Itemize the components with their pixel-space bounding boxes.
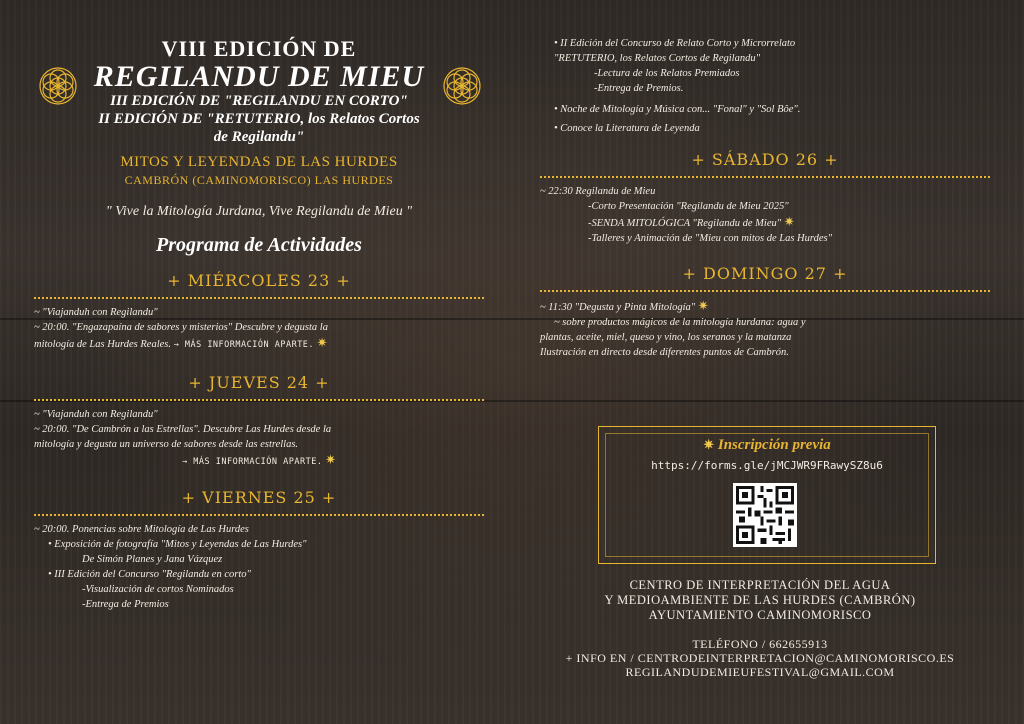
festival-title: REGILANDU DE MIEU bbox=[93, 60, 425, 93]
list-item: mitología y degusta un universo de sabores desde las estrellas. bbox=[34, 439, 299, 450]
list-item: • II Edición del Concurso de Relato Corto y Microrrelato bbox=[554, 38, 796, 49]
list-item: -Entrega de Premios. bbox=[594, 83, 684, 94]
qr-code[interactable] bbox=[733, 483, 797, 547]
list-item: • Conoce la Literatura de Leyenda bbox=[554, 123, 700, 134]
day-title: + MIÉRCOLES 23 + bbox=[167, 271, 351, 290]
list-item: • Exposición de fotografía "Mitos y Leyendas de Las Hurdes" bbox=[48, 539, 307, 550]
divider bbox=[540, 286, 990, 292]
day-title: + DOMINGO 27 + bbox=[682, 264, 848, 283]
info-email[interactable]: + INFO EN / CENTRODEINTERPRETACION@CAMINOMORISCO.ES bbox=[565, 651, 955, 665]
footer-line: CENTRO DE INTERPRETACIÓN DEL AGUA bbox=[629, 578, 891, 592]
list-item: ~ sobre productos mágicos de la mitología hurdana: agua y bbox=[554, 317, 806, 328]
list-item: Ilustración en directo desde diferentes puntos de Cambrón. bbox=[540, 347, 789, 358]
left-panel bbox=[34, 36, 484, 612]
footer-line: Y MEDIOAMBIENTE DE LAS HURDES (CAMBRÓN) bbox=[604, 593, 916, 607]
day-title: + JUEVES 24 + bbox=[188, 373, 330, 392]
registration-url[interactable]: https://forms.gle/jMCJWR9FRawySZ8u6 bbox=[651, 459, 883, 472]
sparkle-star-icon: ✷ bbox=[703, 437, 715, 452]
phone[interactable]: TELÉFONO / 662655913 bbox=[692, 637, 828, 651]
location: CAMBRÓN (CAMINOMORISCO) LAS HURDES bbox=[124, 173, 394, 187]
day-friday bbox=[34, 488, 484, 612]
day-sunday bbox=[540, 264, 990, 360]
divider bbox=[34, 510, 484, 516]
edition-title: VIII EDICIÓN DE bbox=[161, 36, 357, 61]
list-item-text: mitología de Las Hurdes Reales. bbox=[34, 339, 171, 350]
list-item: -Talleres y Animación de "Mieu con mitos de Las Hurdes" bbox=[588, 233, 832, 244]
list-item: plantas, aceite, miel, queso y vino, los seranos y la matanza bbox=[540, 332, 792, 343]
more-info-link[interactable]: → MÁS INFORMACIÓN APARTE. bbox=[173, 340, 315, 350]
list-item: ~ "Viajanduh con Regilandu" bbox=[34, 307, 158, 318]
list-item: ~ 20:00. Ponencias sobre Mitología de Las Hurdes bbox=[34, 524, 249, 535]
list-item: ~ 20:00. "De Cambrón a las Estrellas". Descubre Las Hurdes desde la bbox=[34, 424, 332, 435]
list-item: -Corto Presentación "Regilandu de Mieu 2025" bbox=[588, 201, 789, 212]
divider bbox=[540, 172, 990, 178]
sparkle-star-icon: ✷ bbox=[783, 214, 795, 229]
divider bbox=[34, 395, 484, 401]
list-item: ~ "Viajanduh con Regilandu" bbox=[34, 409, 158, 420]
festival-email[interactable]: REGILANDUDEMIEUFESTIVAL@GMAIL.COM bbox=[625, 665, 895, 679]
list-item: De Simón Planes y Jana Vázquez bbox=[82, 554, 223, 565]
list-item: -Lectura de los Relatos Premiados bbox=[594, 68, 740, 79]
registration-title bbox=[599, 437, 935, 454]
program-title: Programa de Actividades bbox=[156, 234, 362, 256]
list-item-text: -SENDA MITOLÓGICA "Regilandu de Mieu" bbox=[588, 218, 782, 229]
list-item: • III Edición del Concurso "Regilandu en corto" bbox=[48, 569, 251, 580]
subtitle-line-1: III EDICIÓN DE "REGILANDU EN CORTO" bbox=[110, 93, 408, 109]
day-saturday bbox=[540, 150, 990, 246]
subtitle-line-3: de Regilandu" bbox=[213, 129, 305, 145]
footer-line: AYUNTAMIENTO CAMINOMORISCO bbox=[648, 608, 872, 622]
day-title: + SÁBADO 26 + bbox=[691, 150, 839, 169]
divider bbox=[34, 293, 484, 299]
list-item-text: ~ 11:30 "Degusta y Pinta Mitología" bbox=[540, 302, 696, 313]
contact-footer bbox=[540, 578, 980, 679]
sparkle-star-icon: ✷ bbox=[325, 452, 336, 467]
more-info-row bbox=[34, 452, 484, 470]
list-item bbox=[540, 214, 990, 231]
registration-title-text: Inscripción previa bbox=[717, 437, 831, 453]
motto: " Vive la Mitología Jurdana, Vive Regilandu de Mieu " bbox=[105, 204, 413, 219]
day-wednesday bbox=[34, 271, 484, 353]
day-thursday bbox=[34, 373, 484, 470]
list-item bbox=[540, 298, 990, 315]
list-item: -Entrega de Premios bbox=[82, 599, 169, 610]
theme: MITOS Y LEYENDAS DE LAS HURDES bbox=[120, 154, 398, 170]
right-panel bbox=[540, 36, 990, 360]
registration-box bbox=[598, 426, 936, 564]
more-info-link[interactable]: → MÁS INFORMACIÓN APARTE. bbox=[182, 457, 323, 467]
list-item: "RETUTERIO, los Relatos Cortos de Regilandu" bbox=[554, 53, 760, 64]
list-item: -Visualización de cortos Nominados bbox=[82, 584, 234, 595]
day-title: + VIERNES 25 + bbox=[181, 488, 337, 507]
list-item: ~ 20:00. "Engazapaína de sabores y misterios" Descubre y degusta la bbox=[34, 322, 328, 333]
list-item: ~ 22:30 Regilandu de Mieu bbox=[540, 186, 656, 197]
sparkle-star-icon: ✷ bbox=[697, 298, 709, 313]
title-block bbox=[34, 36, 484, 257]
sparkle-star-icon: ✷ bbox=[316, 335, 328, 350]
subtitle-line-2: II EDICIÓN DE "RETUTERIO, los Relatos Cortos bbox=[98, 111, 420, 127]
list-item bbox=[34, 335, 484, 353]
list-item: • Noche de Mitología y Música con... "Fonal" y "Sol Bôe". bbox=[554, 104, 801, 115]
friday-continued bbox=[540, 36, 990, 136]
